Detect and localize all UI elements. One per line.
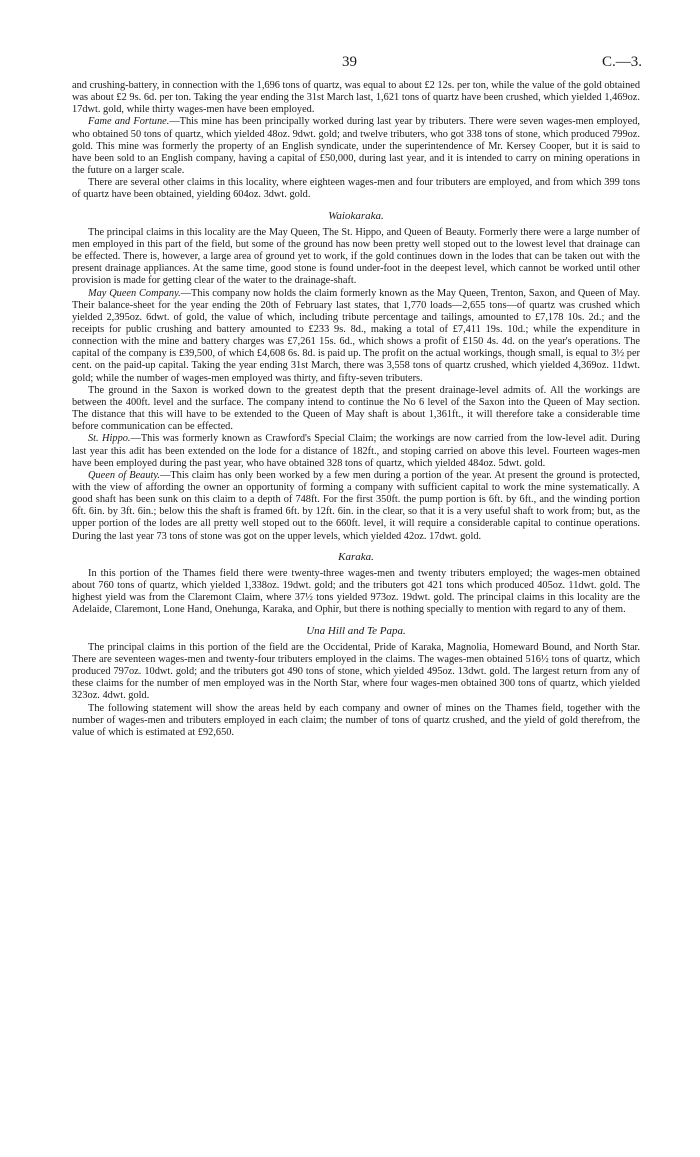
paragraph-statement: The following statement will show the areas held by each company and owner of mines on the Thames field, together with the number of wages-men and tributers employed in each claim; the number of tons of quartz crushed, and the yield of gold therefrom, the value of which is estimated at £92,650. (72, 702, 640, 738)
paragraph-queen-of-beauty: Queen of Beauty.—This claim has only been worked by a few men during a portion of the year. At present the ground is protected, with the view of affording the owner an opportunity of forming a company with sufficient capital to work the mine systematically. A good shaft has been sunk on this claim to a depth of 748ft. For the first 350ft. the pump portion is 6ft. by 6ft., and the winding portion 6ft. 6in. by 3ft. 6in.; below this the shaft is framed 6ft. by 12ft. 6in. in the clear, so that it is a very useful shaft to work from; but, as the upper portion of the lodes are all pretty well stoped out to the 660ft. level, it will require a considerable capital to continue operations. During the last year 73 tons of stone was got on the upper levels, which yielded 42oz. 17dwt. gold. (72, 469, 640, 542)
page-number: 39 (342, 54, 357, 70)
section-heading-karaka: Karaka. (338, 550, 374, 563)
document-body (72, 80, 640, 739)
paragraph-continued: and crushing-battery, in connection with the 1,696 tons of quartz, was equal to about £2 12s. per ton, while the value of the gold obtained was about £2 9s. 6d. per ton. Taking the year ending the 31st March last, 1,621 tons of quartz have been crushed, which yielded 1,469oz. 17dwt. gold, while thirty wages-men have been employed. (72, 80, 640, 116)
paragraph-may-queen: May Queen Company.—This company now holds the claim formerly known as the May Queen, Trenton, Saxon, and Queen of May. Their balance-sheet for the year ending the 20th of February last states, that 1,770 loads—2,655 tons—of quartz was crushed which yielded 2,395oz. 6dwt. of gold, the value of which, including tribute percentage and tailings, amounted to £7,178 10s. 2d.; and the receipts for public crushing and battery amounted to £233 9s. 8d., making a total of £7,411 19s. 10d.; while the expenditure in connection with the mine and battery charges was £7,261 15s. 6d., which shows a profit of £150 4s. 4d. on the year's operations. The capital of the company is £39,500, of which £4,608 6s. 8d. is paid up. The profit on the actual workings, though small, is equal to 3½ per cent. on the paid-up capital. Taking the year ending 31st March, there was 3,558 tons of quartz crushed, which yielded 4,369oz. 11dwt. gold; while the number of wages-men employed was thirty, and fifty-seven tributers. (72, 287, 640, 384)
paragraph-lead: Fame and Fortune. (88, 116, 170, 128)
paragraph-saxon: The ground in the Saxon is worked down to the greatest depth that the present drainage-level admits of. All the workings are between the 400ft. level and the surface. The company intend to continue the No 6 level of the Saxon into the Queen of May section. The distance that this will have to be extended to the Queen of May shaft is about 1,361ft., it will therefore take a considerable time before communication can be effected. (72, 384, 640, 433)
paragraph-st-hippo: St. Hippo.—This was formerly known as Crawford's Special Claim; the workings are now carried from the low-level adit. During last year this adit has been extended on the lode for a distance of 182ft., and stoping carried on above this level. Fourteen wages-men have been employed during the past year, who have obtained 328 tons of quartz, which yielded 484oz. 5dwt. gold. (72, 433, 640, 469)
paragraph-lead: May Queen Company. (88, 287, 181, 299)
paragraph-karaka: In this portion of the Thames field there were twenty-three wages-men and twenty tributers employed; the wages-men obtained about 760 tons of quartz, which yielded 1,338oz. 19dwt. gold; and the tributers got 421 tons which produced 405oz. 11dwt. gold. The highest yield was from the Claremont Claim, where 37½ tons yielded 973oz. 19dwt. gold. The principal claims in this locality are the Adelaide, Claremont, Lone Hand, Onehunga, Karaka, and Ophir, but there is nothing specially to mention with regard to any of them. (72, 567, 640, 616)
paragraph-waiokaraka-claims: The principal claims in this locality are the May Queen, The St. Hippo, and Queen of Beauty. Formerly there were a large number of men employed in this part of the field, but some of the ground has now been pretty well stoped out to the lowest level that drainage can be effected. There is, however, a large area of ground yet to work, if the gold continues down in the lodes that can be taken out with the present drainage appliances. At the same time, good stone is found under-foot in the deepest level, which cannot be worked until other provision is made for getting clear of the water to the drainage-shaft. (72, 226, 640, 287)
page-header (72, 52, 640, 72)
paragraph-una-hill: The principal claims in this portion of the field are the Occidental, Pride of Karaka, Magnolia, Homeward Bound, and North Star. There are seventeen wages-men and twenty-four tributers employed in the claims. The wages-men obtained 516½ tons of quartz, which produced 797oz. 10dwt. gold; and the tributers got 490 tons of stone, which yielded 495oz. 13dwt. gold. The largest return from any of these claims for the number of men employed was in the North Star, where four wages-men obtained 300 tons of quartz, which yielded 323oz. 4dwt. gold. (72, 641, 640, 702)
document-page (72, 52, 640, 739)
section-heading-waiokaraka: Waiokaraka. (328, 209, 384, 222)
paragraph-fame-and-fortune: Fame and Fortune.—This mine has been principally worked during last year by tributers. There were seven wages-men employed, who obtained 50 tons of quartz, which yielded 48oz. 9dwt. gold; and twelve tributers, who got 338 tons of stone, which produced 799oz. gold. This mine was formerly the property of an English syndicate, under the superintendence of Mr. Kersey Cooper, but it is said to have been sold to an English company, having a capital of £50,000, during last year, and it is intended to carry on mining operations in the future on a larger scale. (72, 116, 640, 177)
paragraph-lead: St. Hippo. (88, 433, 131, 445)
paragraph-lead: Queen of Beauty. (88, 469, 160, 481)
section-heading-una-hill: Una Hill and Te Papa. (306, 624, 406, 637)
document-reference: C.—3. (601, 54, 642, 70)
paragraph-other-claims: There are several other claims in this locality, where eighteen wages-men and four tributers are employed, and from which 399 tons of quartz have been obtained, yielding 604oz. 3dwt. gold. (72, 177, 640, 201)
